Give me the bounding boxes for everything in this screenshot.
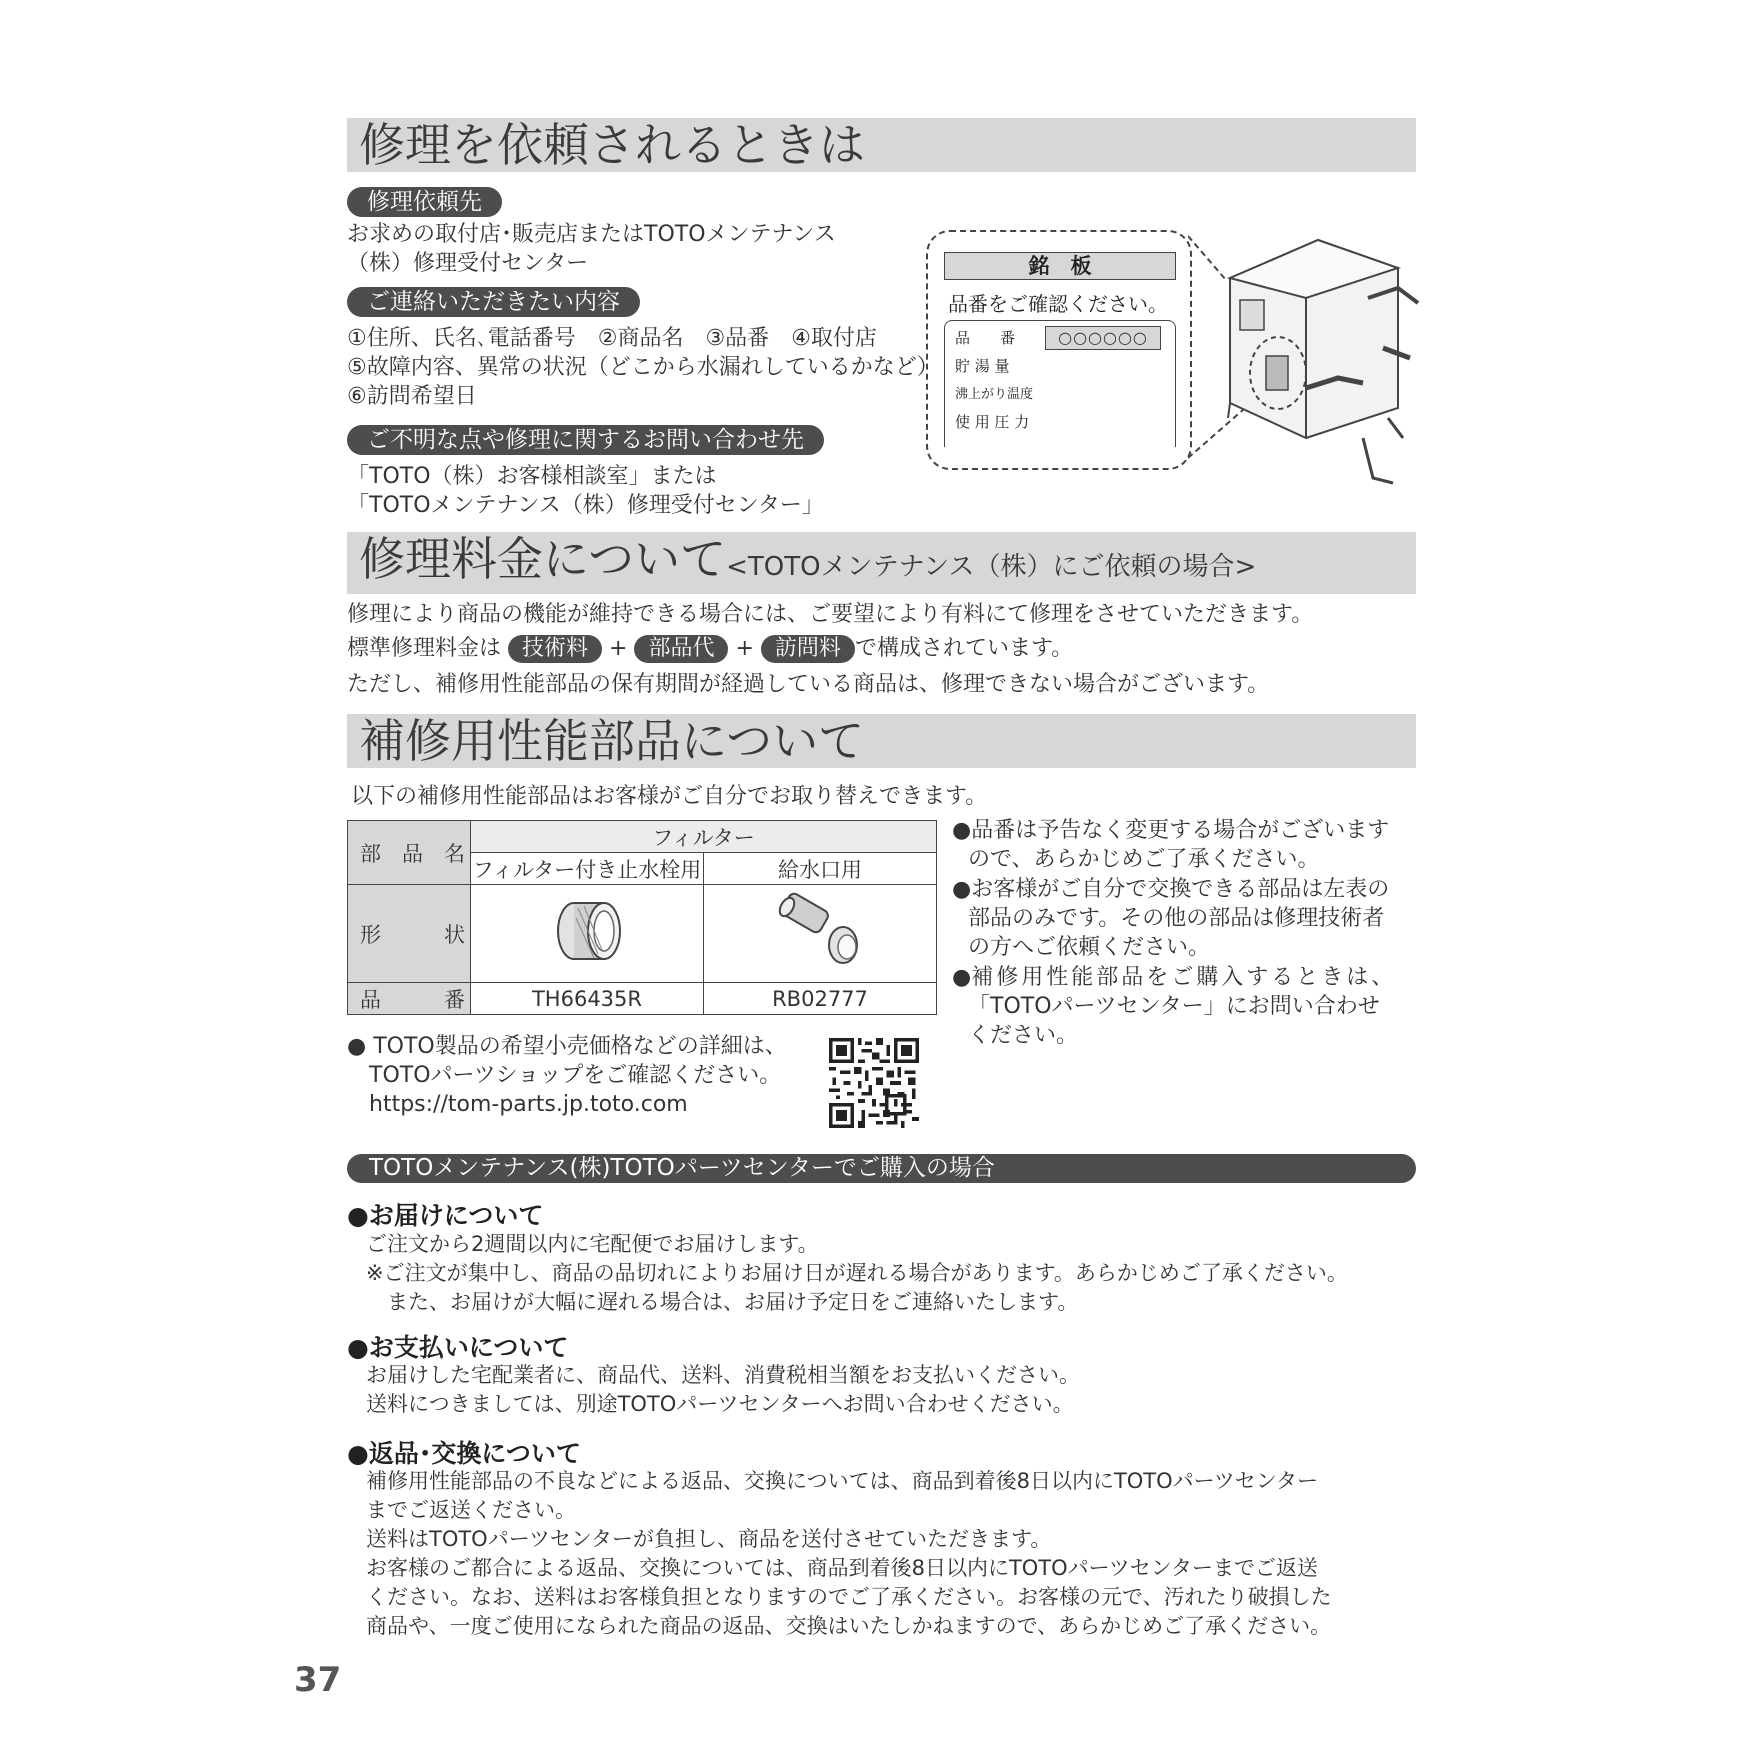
group-header-filter: フィルター [471,821,937,853]
info-line-2: ⑤故障内容、異常の状況（どこから水漏れしているかなど） [347,355,939,380]
bullet-icon: ● [952,818,972,843]
bullet-icon: ● [952,877,972,902]
shop-line-2: TOTOパーツショップをご確認ください。 [369,1063,782,1088]
parts-center-banner: TOTOメンテナンス(株)TOTOパーツセンターでご購入の場合 [347,1154,1416,1183]
note-3-line-3: ください。 [968,1023,1079,1048]
note-2 [952,875,1389,962]
note-1-line-2: ので、あらかじめご了承ください。 [968,847,1320,872]
returns-line-6: 商品や、一度ご使用になられた商品の返品、交換はいたしかねますので、あらかじめご了承ください。 [366,1614,1332,1638]
tag-parts-fee: 部品代 [634,635,728,663]
returns-line-4: お客様のご都合による返品、交換については、商品到着後8日以内にTOTOパーツセンターまでご返送 [366,1556,1318,1580]
parts-intro: 以下の補修用性能部品はお客様がご自分でお取り替えできます。 [351,784,988,809]
note-2-line-3: の方へご依頼ください。 [968,935,1211,960]
part-number-inlet: RB02777 [704,983,937,1015]
nameplate-row-capacity: 貯 湯 量 [955,357,1010,375]
note-1 [952,816,1389,874]
returns-heading-text: 返品･交換について [368,1439,581,1468]
repair-fee-line-1: 修理により商品の機能が維持できる場合には、ご要望により有料にて修理をさせていただきます。 [347,602,1314,627]
qr-code[interactable] [829,1038,919,1128]
row-label-shape: 形 状 [348,885,471,983]
section-title-repair-fee [347,532,1416,594]
payment-heading-text: お支払いについて [368,1333,569,1362]
inquiry-line-2: 「TOTOメンテナンス（株）修理受付センター」 [347,493,824,518]
payment-heading [347,1328,568,1364]
inlet-parts-icon [765,891,875,971]
shop-line-1: TOTO製品の希望小売価格などの詳細は、 [373,1034,787,1059]
payment-line-1: お届けした宅配業者に、商品代、送料、消費税相当額をお支払いください。 [366,1363,1080,1387]
bullet-icon: ● [347,1333,369,1362]
contact-line-2: （株）修理受付センター [347,251,589,276]
returns-line-1: 補修用性能部品の不良などによる返品、交換については、商品到着後8日以内にTOTOパーツセンター [366,1469,1318,1493]
delivery-line-3: また、お届けが大幅に遅れる場合は、お届け予定日をご連絡いたします。 [366,1290,1079,1314]
column-header-inlet: 給水口用 [704,853,937,885]
nameplate-title: 銘 板 [944,252,1176,280]
nameplate-callout [926,230,1192,470]
repair-fee-suffix: で構成されています。 [854,636,1074,661]
info-line-3: ⑥訪問希望日 [347,384,477,409]
bullet-icon: ● [347,1439,369,1468]
filter-cylinder-icon [542,896,632,966]
note-3-line-1: 補修用性能部品をご購入するときは、 [971,965,1397,990]
nameplate-note: 品番をご確認ください。 [948,292,1168,316]
payment-line-2: 送料につきましては、別途TOTOパーツセンターへお問い合わせください。 [366,1392,1074,1416]
section-title-performance-parts: 補修用性能部品について [347,714,1416,768]
water-heater-illustration [1188,228,1428,498]
inquiry-line-1: 「TOTO（株）お客様相談室」または [347,464,717,489]
returns-line-2: までご返送ください。 [366,1498,576,1522]
repair-fee-prefix: 標準修理料金は [347,636,502,661]
page-number: 37 [294,1660,342,1700]
plus-sign-2: + [735,636,754,661]
section-title-repair-request: 修理を依頼されるときは [347,118,1416,172]
returns-line-5: ください。なお、送料はお客様負担となりますのでご了承ください。お客様の元で、汚れたり破損した [366,1585,1332,1609]
repair-fee-line-3: ただし、補修用性能部品の保有期間が経過している商品は、修理できない場合がございます。 [347,672,1270,697]
note-2-line-1: お客様がご自分で交換できる部品は左表の [971,877,1390,902]
delivery-heading-text: お届けについて [368,1201,544,1230]
info-label: ご連絡いただきたい内容 [347,287,640,317]
tag-technical-fee: 技術料 [508,635,602,663]
part-number-stopcock-filter: TH66435R [471,983,704,1015]
bullet-icon: ● [347,1201,369,1230]
tag-visit-fee: 訪問料 [761,635,855,663]
delivery-line-2: ※ご注文が集中し、商品の品切れによりお届け日が遅れる場合があります。あらかじめご了承ください。 [366,1261,1348,1285]
shop-url-link[interactable]: https://tom-parts.jp.toto.com [369,1092,688,1117]
contact-label: 修理依頼先 [347,187,502,217]
plus-sign-1: + [609,636,628,661]
nameplate-row-temperature: 沸上がり温度 [955,387,1034,402]
returns-heading [347,1434,581,1470]
note-2-line-2: 部品のみです。その他の部品は修理技術者 [968,906,1385,931]
image-stopcock-filter [471,885,704,983]
parts-table [347,820,937,1015]
row-label-part-name: 部 品 名 [348,821,471,885]
column-header-stopcock-filter: フィルター付き止水栓用 [471,853,704,885]
note-3-line-2: 「TOTOパーツセンター」にお問い合わせ [968,994,1380,1019]
repair-fee-subtitle: <TOTOメンテナンス（株）にご依頼の場合> [726,552,1257,582]
inquiry-label: ご不明な点や修理に関するお問い合わせ先 [347,425,824,455]
returns-line-3: 送料はTOTOパーツセンターが負担し、商品を送付させていただきます。 [366,1527,1052,1551]
nameplate-row-pressure: 使 用 圧 力 [955,413,1030,431]
note-3 [952,963,1396,1050]
nameplate-body [944,320,1176,447]
row-label-part-number: 品 番 [348,983,471,1015]
delivery-heading [347,1196,543,1232]
bullet-icon: ● [952,965,972,990]
repair-fee-title: 修理料金について [359,532,727,586]
nameplate-row-number: 品 番 [955,329,1016,347]
bullet-icon: ● [347,1034,367,1059]
repair-fee-line-2 [347,634,1073,663]
delivery-line-1: ご注文から2週間以内に宅配便でお届けします。 [366,1232,819,1256]
info-line-1: ①住所、氏名､電話番号 ②商品名 ③品番 ④取付店 [347,326,877,351]
shop-info [347,1032,787,1119]
image-inlet-parts [704,885,937,983]
contact-line-1: お求めの取付店･販売店またはTOTOメンテナンス [347,222,836,247]
nameplate-number-value: ○○○○○○ [1045,326,1161,350]
note-1-line-1: 品番は予告なく変更する場合がございます [971,818,1390,843]
